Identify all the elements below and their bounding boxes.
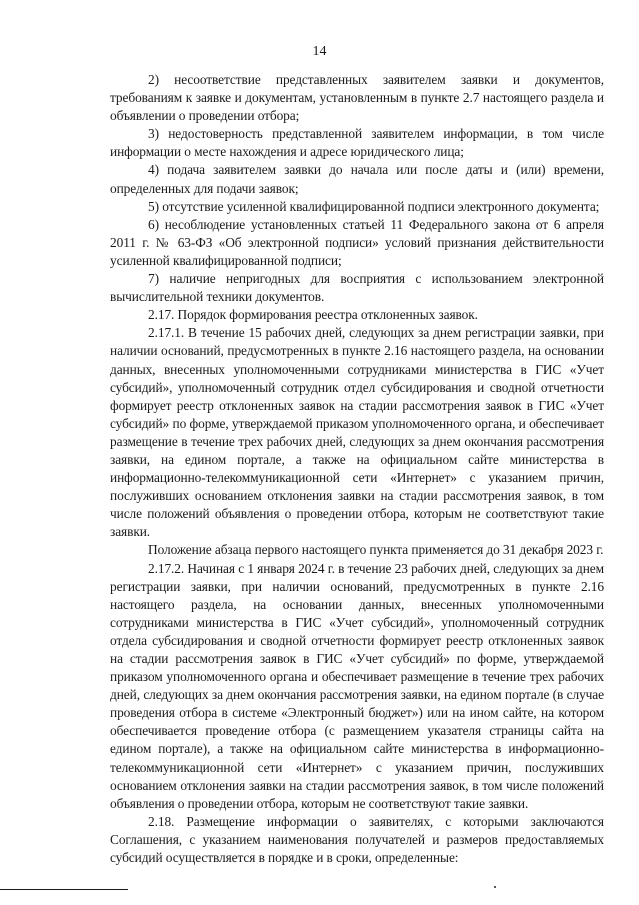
clause-2-17-2: 2.17.2. Начиная с 1 января 2024 г. в течение 23 рабочих дней, следующих за днем регистрации заявки, при наличии оснований, предусмотренных в пункте 2.16 настоящего раздела, на основании данных, внесенных уполномоченными сотрудниками министерства в ГИС «Учет субсидий», уполномоченный сотрудник отдела субсидирования и сводной отчетности формирует реестр отклоненных заявок на стадии рассмотрения заявок в ГИС «Учет субсидий» по форме, утверждаемой приказом уполномоченного органа и обеспечивает размещение в течение трех рабочих дней, следующих за днем окончания рассмотрения заявки, на едином портале (в случае проведения отбора в системе «Электронный бюджет») или на ином сайте, на котором обеспечивается проведение отбора (с размещением указателя страницы сайта на едином портале), а также на официальном сайте министерства в информационно-телекоммуникационной сети «Интернет» с указанием причин, послуживших основанием отклонения заявки на стадии рассмотрения заявок, в том числе положений объявления о проведении отбора, которым не соответствуют такие заявки.	[110, 560, 604, 811]
clause-2-17-1: 2.17.1. В течение 15 рабочих дней, следующих за днем регистрации заявки, при наличии оснований, предусмотренных в пункте 2.16 настоящего раздела, на основании данных, внесенных уполномоченными сотрудниками министерства в ГИС «Учет субсидий», уполномоченный сотрудник отдел субсидирования и сводной отчетности формирует реестр отклоненных заявок на стадии рассмотрения заявок в ГИС «Учет субсидий» по форме, утверждаемой приказом уполномоченного органа, и обеспечивает размещение в течение трех рабочих дней, следующих за днем окончания рассмотрения заявки, на едином портале, а также на официальном сайте министерства в информационно-телекоммуникационной сети «Интернет» с указанием причин, послуживших основанием отклонения заявки на стадии рассмотрения заявок, в том числе положений объявления о проведении отбора, которым не соответствуют такие заявки.	[110, 325, 604, 540]
paragraph-item-6: 6) несоблюдение установленных статьей 11 Федерального закона от 6 апреля 2011 г. № 63-ФЗ «Об электронной подписи» условий признания действительности усиленной квалифицированной подписи;	[110, 216, 604, 268]
paragraph-item-5: 5) отсутствие усиленной квалифицированной подписи электронного документа;	[148, 198, 600, 214]
footnote-separator-line	[0, 889, 128, 890]
paragraph-item-2: 2) несоответствие представленных заявителем заявки и документов, требованиям к заявке и документам, установленным в пункте 2.7 настоящего раздела и объявлении о проведении отбора;	[110, 72, 604, 124]
clause-2-17-1-validity-note: Положение абзаца первого настоящего пункта применяется до 31 декабря 2023 г.	[148, 542, 604, 558]
paragraph-item-4: 4) подача заявителем заявки до начала или после даты и (или) времени, определенных для подачи заявок;	[110, 162, 604, 196]
clause-2-18: 2.18. Размещение информации о заявителях, с которыми заключаются Соглашения, с указанием наименования получателей и размеров предоставляемых субсидий осуществляется в порядке и в сроки, определенные:	[110, 813, 604, 866]
section-2-17-heading: 2.17. Порядок формирования реестра отклоненных заявок.	[148, 307, 478, 323]
page-number: 14	[312, 44, 327, 59]
paragraph-item-3: 3) недостоверность представленной заявителем информации, в том числе информации о месте нахождения и адресе юридического лица;	[110, 126, 604, 160]
scan-speck	[494, 886, 496, 888]
paragraph-item-7: 7) наличие непригодных для восприятия с использованием электронной вычислительной техники документов.	[110, 271, 604, 305]
document-body	[110, 71, 604, 867]
